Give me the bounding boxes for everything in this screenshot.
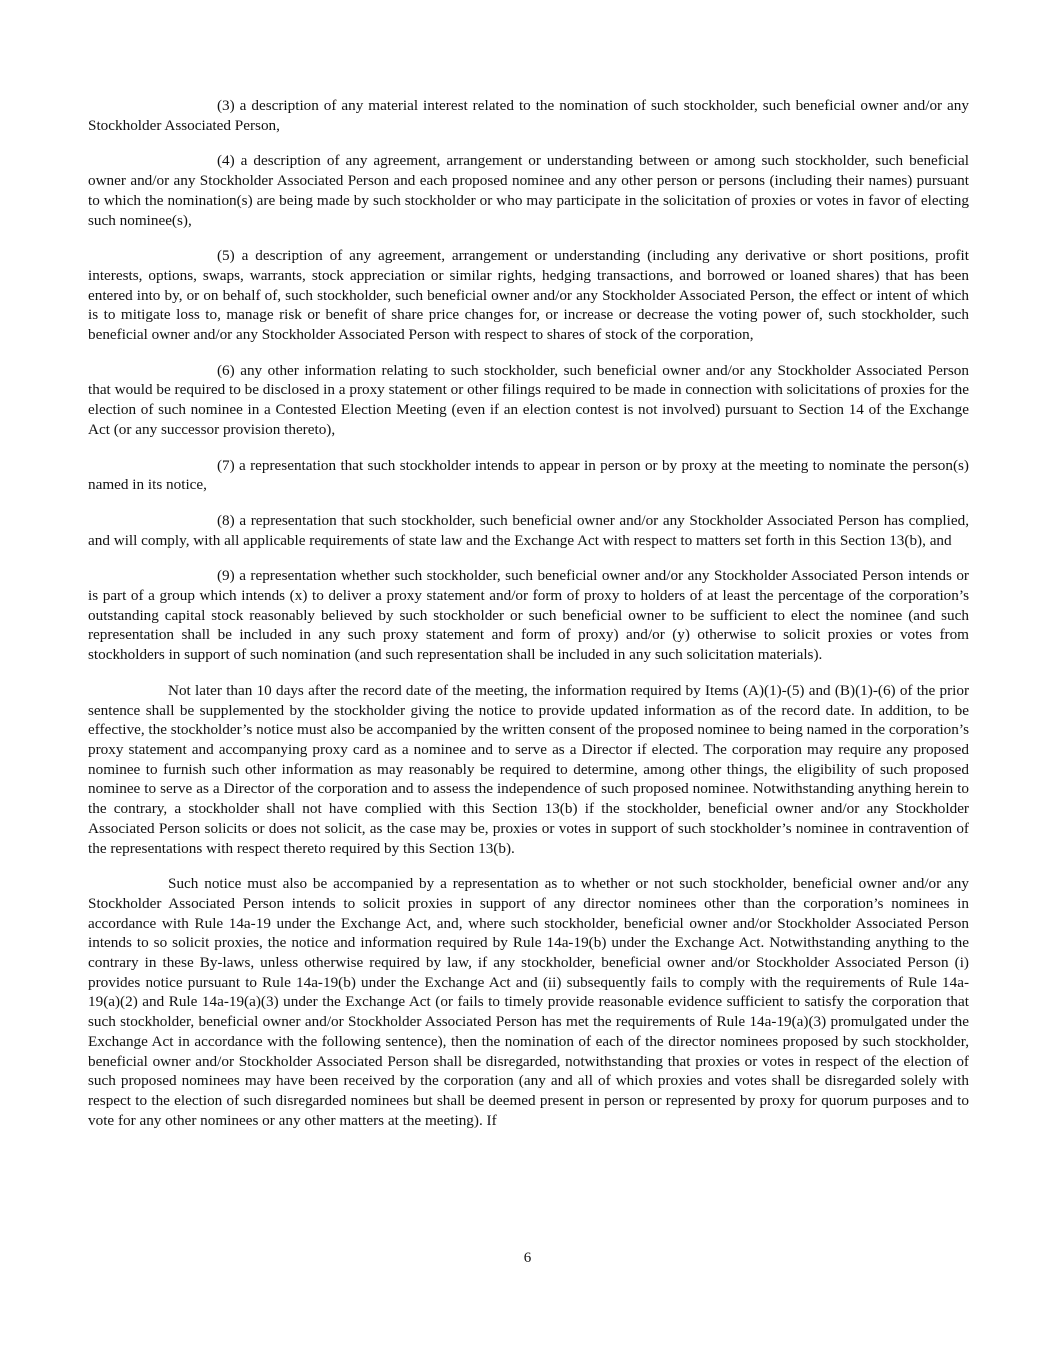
paragraph-supplement: Not later than 10 days after the record date of the meeting, the information required by Items (A)(1)-(5) and (B)(1)-(6) of the prior sentence shall be supplemented by the stockholder giving the notice to provide updated information as of the record date. In addition, to be effective, the stockholder’s notice must also be accompanied by the written consent of the proposed nominee to being named in the corporation’s proxy statement and accompanying proxy card as a nominee and to serve as a Director if elected. The corporation may require any proposed nominee to furnish such other information as may reasonably be required to determine, among other things, the eligibility of such proposed nominee to serve as a Director of the corporation and to assess the independence of such proposed nominee. Notwithstanding anything herein to the contrary, a stockholder shall not have complied with this Section 13(b) if the stockholder, beneficial owner and/or any Stockholder Associated Person solicits or does not solicit, as the case may be, proxies or votes in support of such stockholder’s nominee in contravention of the representations with respect thereto required by this Section 13(b). — [88, 681, 969, 857]
list-item-6: (6) any other information relating to such stockholder, such beneficial owner and/or any Stockholder Associated Person that would be required to be disclosed in a proxy statement or other filings required to be made in connection with solicitations of proxies for the election of such nominee in a Contested Election Meeting (even if an election contest is not involved) pursuant to Section 14 of the Exchange Act (or any successor provision thereto), — [88, 361, 969, 438]
paragraph-rule-14a-19: Such notice must also be accompanied by a representation as to whether or not such stockholder, beneficial owner and/or any Stockholder Associated Person intends to solicit proxies in support of any director nominees other than the corporation’s nominees in accordance with Rule 14a-19 under the Exchange Act, and, where such stockholder, beneficial owner and/or Stockholder Associated Person intends to so solicit proxies, the notice and information required by Rule 14a-19(b) under the Exchange Act. Notwithstanding anything to the contrary in these By-laws, unless otherwise required by law, if any stockholder, beneficial owner and/or Stockholder Associated Person (i) provides notice pursuant to Rule 14a-19(b) under the Exchange Act and (ii) subsequently fails to comply with the requirements of Rule 14a-19(a)(2) and Rule 14a-19(a)(3) under the Exchange Act (or fails to timely provide reasonable evidence sufficient to satisfy the corporation that such stockholder, beneficial owner and/or Stockholder Associated Person has met the requirements of Rule 14a-19(a)(3) promulgated under the Exchange Act in accordance with the following sentence), then the nomination of each of the director nominees proposed by such stockholder, beneficial owner and/or Stockholder Associated Person shall be disregarded, notwithstanding that proxies or votes in respect of the election of such proposed nominees may have been received by the corporation (any and all of which proxies and votes shall be disregarded solely with respect to the election of such disregarded nominees but shall be deemed present in person or represented by proxy for quorum purposes and to vote for any other nominees or any other matters at the meeting). If — [88, 875, 969, 1129]
document-page — [88, 96, 969, 1146]
list-item-8: (8) a representation that such stockholder, such beneficial owner and/or any Stockholder Associated Person has complied, and will comply, with all applicable requirements of state law and the Exchange Act with respect to matters set forth in this Section 13(b), and — [88, 511, 969, 549]
list-item-5: (5) a description of any agreement, arrangement or understanding (including any derivative or short positions, profit interests, options, swaps, warrants, stock appreciation or similar rights, hedging transactions, and borrowed or loaned shares) that has been entered into by, or on behalf of, such stockholder, such beneficial owner and/or any Stockholder Associated Person, the effect or intent of which is to mitigate loss to, manage risk or benefit of share price changes for, or increase or decrease the voting power of, such stockholder, such beneficial owner and/or any Stockholder Associated Person with respect to shares of stock of the corporation, — [88, 247, 969, 344]
list-item-4: (4) a description of any agreement, arrangement or understanding between or among such stockholder, such beneficial owner and/or any Stockholder Associated Person and each proposed nominee and any other person or persons (including their names) pursuant to which the nomination(s) are being made by such stockholder or who may participate in the solicitation of proxies or votes in favor of electing such nominee(s), — [88, 152, 969, 229]
list-item-7: (7) a representation that such stockholder intends to appear in person or by proxy at the meeting to nominate the person(s) named in its notice, — [88, 456, 969, 494]
list-item-3: (3) a description of any material interest related to the nomination of such stockholder, such beneficial owner and/or any Stockholder Associated Person, — [88, 97, 969, 134]
list-item-9: (9) a representation whether such stockholder, such beneficial owner and/or any Stockholder Associated Person intends or is part of a group which intends (x) to deliver a proxy statement and/or form of proxy to holders of at least the percentage of the corporation’s outstanding capital stock reasonably believed by such stockholder or such beneficial owner to be sufficient to elect the nominee (and such representation shall be included in any such proxy statement and form of proxy) and/or (y) otherwise to solicit proxies or votes from stockholders in support of such nomination (and such representation shall be included in any such solicitation materials). — [88, 567, 969, 664]
page-number: 6 — [523, 1250, 532, 1266]
